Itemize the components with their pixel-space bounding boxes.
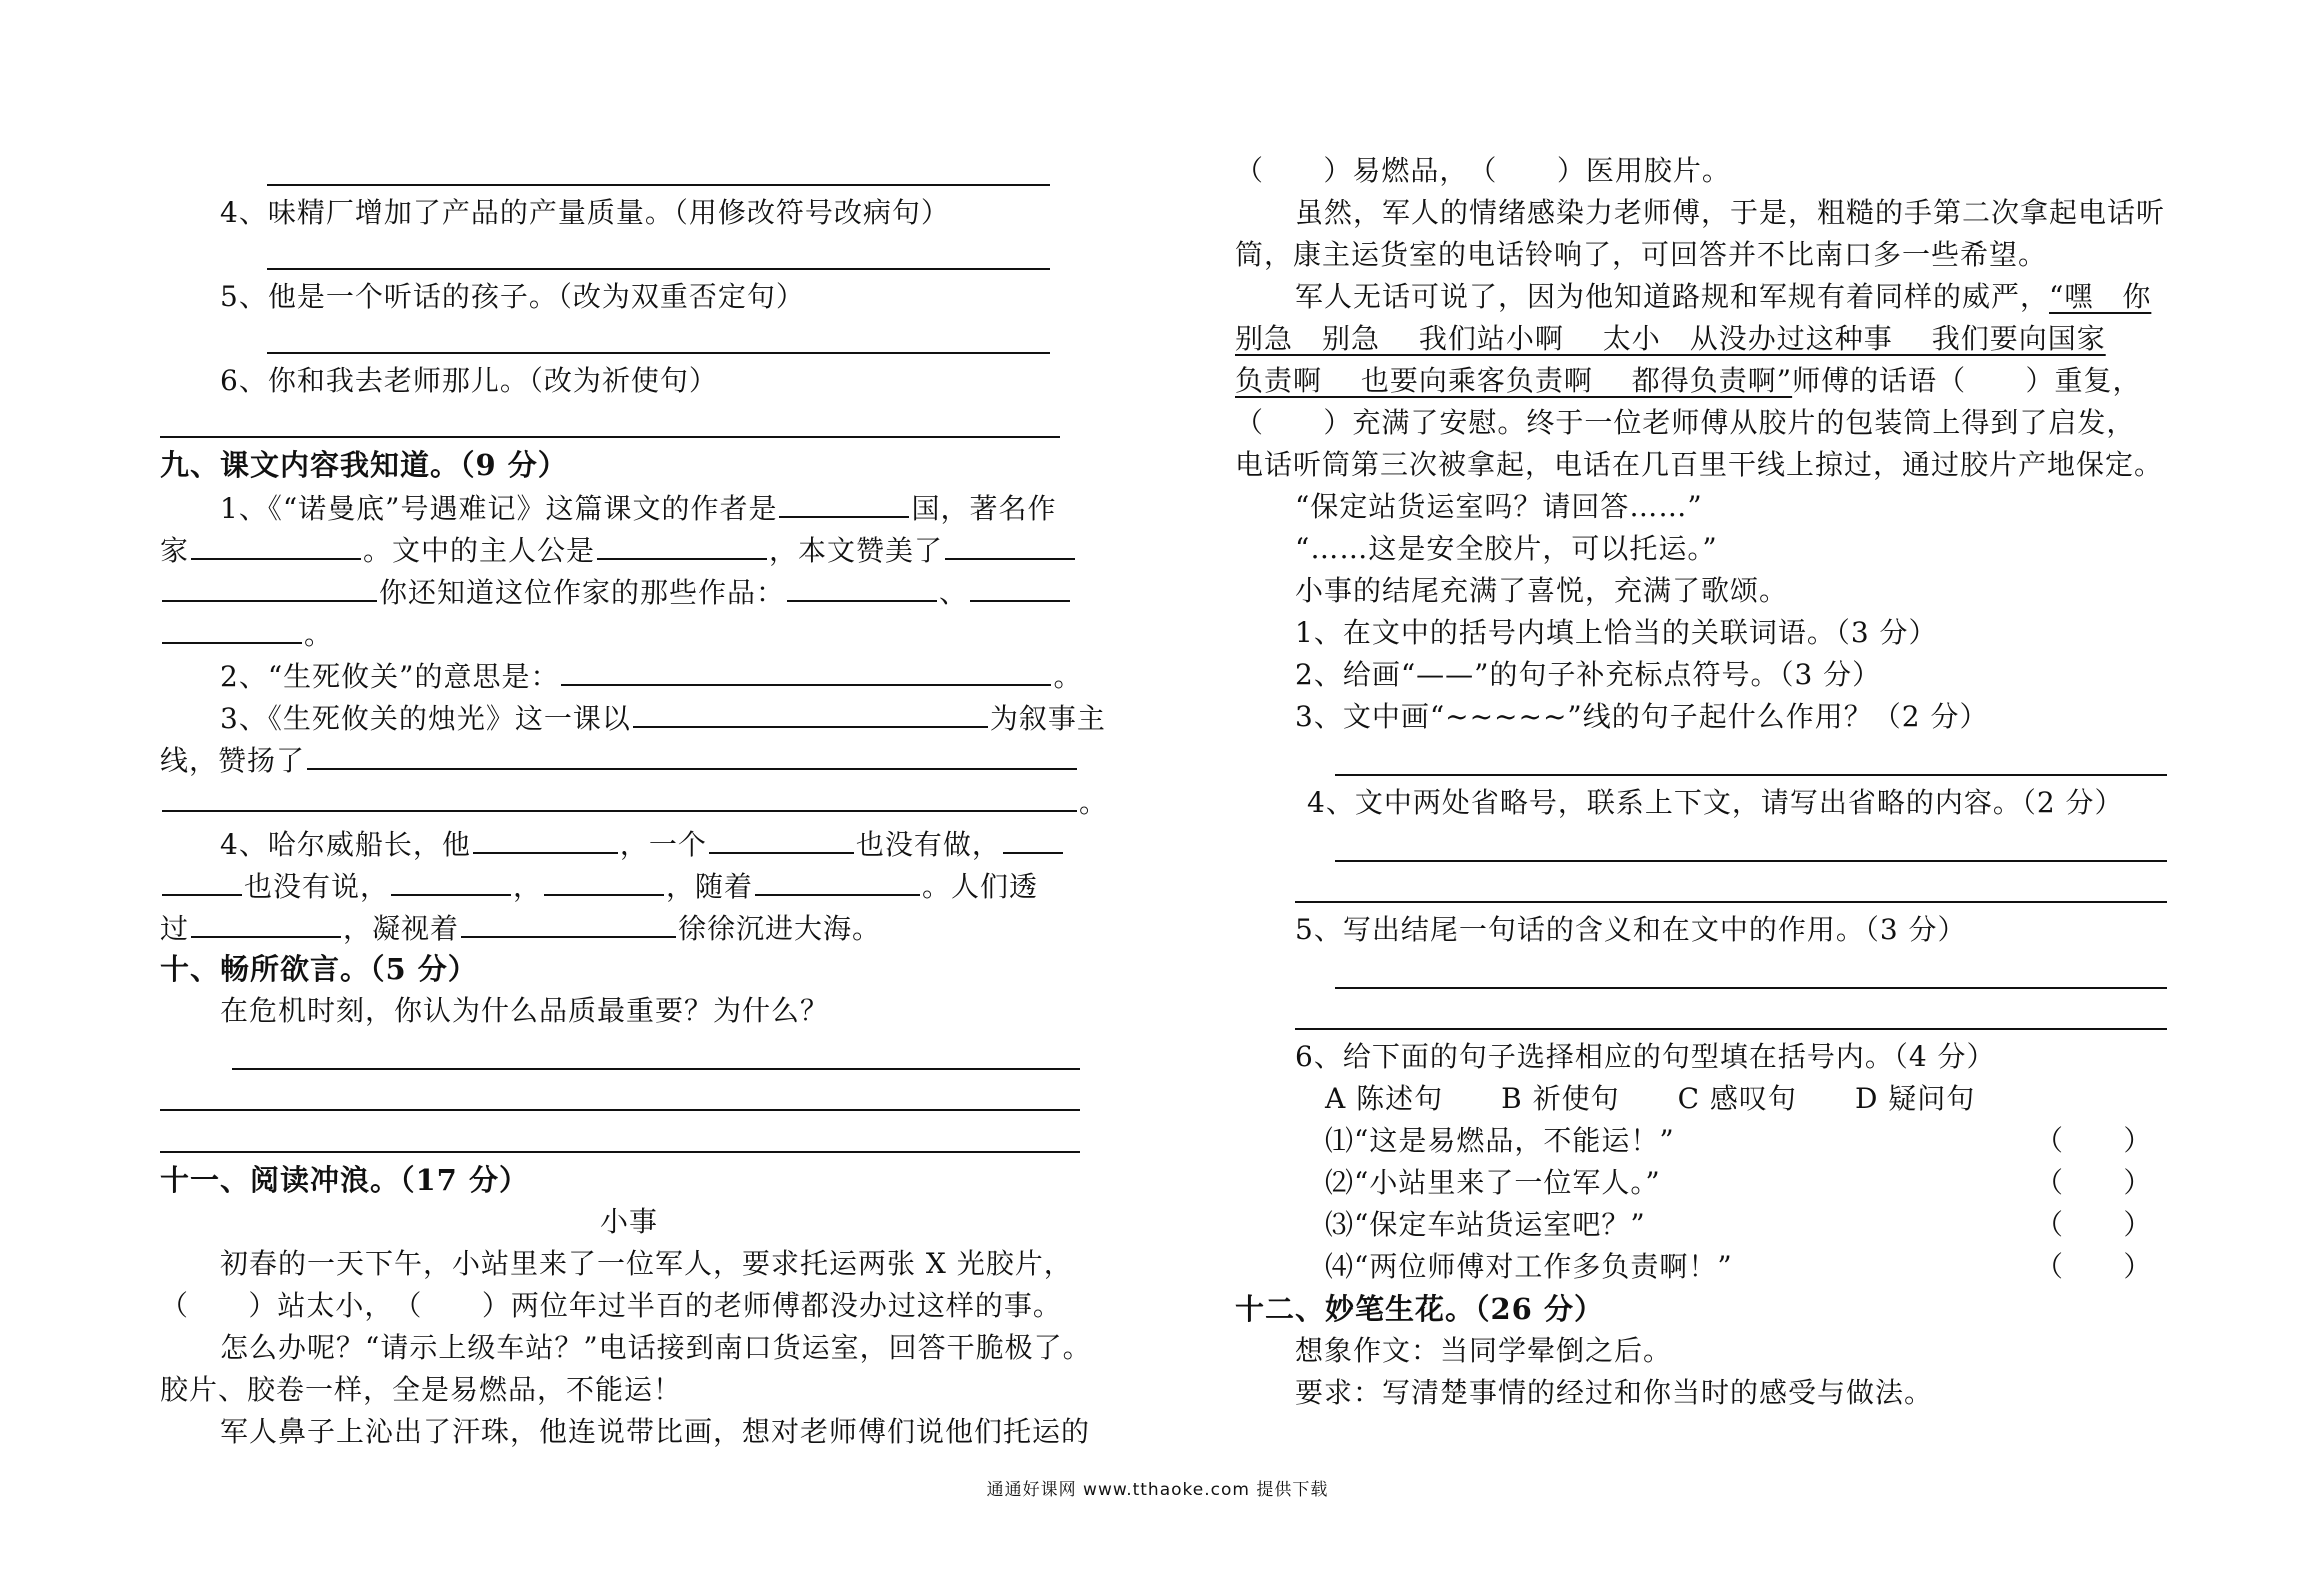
passage-line8: 筒，康主运货室的电话铃响了，可回答并不比南口多一些希望。	[1235, 238, 2048, 271]
passage-line4: 胶片、胶卷一样，全是易燃品，不能运！	[160, 1373, 683, 1406]
answer-line	[1335, 987, 2167, 989]
q8-item4: 4、味精厂增加了产品的产量质量。（用修改符号改病句）	[220, 196, 950, 229]
reading-q2: 2、给画“——”的句子补充标点符号。（3 分）	[1295, 658, 1882, 691]
answer-line	[267, 184, 1050, 186]
q9-line4: 。	[160, 616, 333, 652]
passage-line15: “……这是安全胶片，可以托运。”	[1295, 532, 1718, 565]
q8-item6: 6、你和我去老师那儿。（改为祈使句）	[220, 364, 718, 397]
passage-line2: （ ）站太小，（ ）两位年过半百的老师傅都没办过这样的事。	[160, 1289, 1062, 1322]
reading-q5: 5、写出结尾一句话的含义和在文中的作用。（3 分）	[1295, 913, 1967, 946]
answer-line	[1295, 901, 2167, 903]
passage-line1: 初春的一天下午，小站里来了一位军人，要求托运两张 X 光胶片，	[220, 1247, 1073, 1280]
passage-line3: 怎么办呢？“请示上级车站？”电话接到南口货运室，回答干脆极了。	[220, 1331, 1092, 1364]
passage-line16: 小事的结尾充满了喜悦，充满了歌颂。	[1295, 574, 1789, 607]
answer-line	[1335, 860, 2167, 862]
q10-prompt: 在危机时刻，你认为什么品质最重要？为什么？	[220, 994, 830, 1027]
passage-line10: 别急 别急 我们站小啊 太小 从没办过这种事 我们要向国家	[1235, 322, 2106, 355]
q9-line7: 线，赞扬了	[160, 742, 1079, 778]
q9-line8: 。	[160, 784, 1108, 820]
sentence-3: ⑶“保定车站货运室吧？”	[1325, 1208, 1646, 1241]
passage-title: 小事	[600, 1205, 659, 1238]
answer-line	[267, 268, 1050, 270]
q11-heading: 十一、阅读冲浪。（17 分）	[160, 1163, 529, 1197]
sentence-1: ⑴“这是易燃品，不能运！”	[1325, 1124, 1675, 1157]
q9-line2: 家 。文中的主人公是 ，本文赞美了	[160, 532, 1077, 568]
answer-line	[160, 436, 1060, 438]
q9-line1: 1、《“诺曼底”号遇难记》这篇课文的作者是 国，著名作	[220, 492, 1057, 525]
page-footer: 通通好课网 www.tthaoke.com 提供下载	[986, 1480, 1329, 1500]
answer-line	[1295, 1028, 2167, 1030]
answer-line	[267, 352, 1050, 354]
reading-q3: 3、文中画“~~~~~”线的句子起什么作用？（2 分）	[1295, 700, 1989, 733]
q8-item5: 5、他是一个听话的孩子。（改为双重否定句）	[220, 280, 805, 313]
answer-paren: （ ）	[2035, 1208, 2153, 1241]
passage-line6: （ ）易燃品，（ ）医用胶片。	[1235, 154, 1731, 187]
passage-line12: （ ）充满了安慰。终于一位老师傅从胶片的包装筒上得到了启发，	[1235, 406, 2136, 439]
sentence-4: ⑷“两位师傅对工作多负责啊！”	[1325, 1250, 1733, 1283]
answer-line	[232, 1068, 1080, 1070]
q12-requirement: 要求：写清楚事情的经过和你当时的感受与做法。	[1295, 1376, 1934, 1409]
reading-q4: 4、文中两处省略号，联系上下文，请写出省略的内容。（2 分）	[1307, 786, 2124, 819]
q9-line5: 2、“生死攸关”的意思是： 。	[220, 660, 1083, 693]
passage-line5: 军人鼻子上沁出了汗珠，他连说带比画，想对老师傅们说他们托运的	[220, 1415, 1091, 1448]
answer-line	[160, 1109, 1080, 1111]
sentence-2: ⑵“小站里来了一位军人。”	[1325, 1166, 1661, 1199]
answer-paren: （ ）	[2035, 1166, 2153, 1199]
q10-heading: 十、畅所欲言。（5 分）	[160, 952, 478, 986]
passage-line7: 虽然，军人的情绪感染力老师傅，于是，粗糙的手第二次拿起电话听	[1295, 196, 2166, 229]
answer-paren: （ ）	[2035, 1124, 2153, 1157]
reading-q6: 6、给下面的句子选择相应的句型填在括号内。（4 分）	[1295, 1040, 1996, 1073]
reading-q1: 1、在文中的括号内填上恰当的关联词语。（3 分）	[1295, 616, 1938, 649]
answer-line	[1335, 774, 2167, 776]
answer-line	[160, 1151, 1080, 1153]
passage-line14: “保定站货运室吗？请回答……”	[1295, 490, 1703, 523]
passage-line9: 军人无话可说了，因为他知道路规和军规有着同样的威严，“嘿 你	[1295, 280, 2152, 313]
q12-topic: 想象作文：当同学晕倒之后。	[1295, 1334, 1673, 1367]
q9-heading: 九、课文内容我知道。（9 分）	[160, 448, 568, 482]
q9-line6: 3、《生死攸关的烛光》这一课以 为叙事主	[220, 702, 1106, 735]
q9-line9: 4、哈尔威船长，他 ，一个 也没有做，	[220, 826, 1065, 862]
q9-line11: 过 ，凝视着 徐徐沉进大海。	[160, 912, 882, 945]
q9-line10: 也没有说， ， ，随着 。人们透	[160, 868, 1038, 904]
q9-line3: 你还知道这位作家的那些作品： 、	[160, 574, 1072, 610]
passage-line13: 电话听筒第三次被拿起，电话在几百里干线上掠过，通过胶片产地保定。	[1235, 448, 2164, 481]
passage-line11: 负责啊 也要向乘客负责啊 都得负责啊”师傅的话语（ ）重复，	[1235, 364, 2142, 397]
q12-heading: 十二、妙笔生花。（26 分）	[1235, 1292, 1604, 1326]
sentence-type-options: A 陈述句 B 祈使句 C 感叹句 D 疑问句	[1325, 1082, 1976, 1115]
answer-paren: （ ）	[2035, 1250, 2153, 1283]
